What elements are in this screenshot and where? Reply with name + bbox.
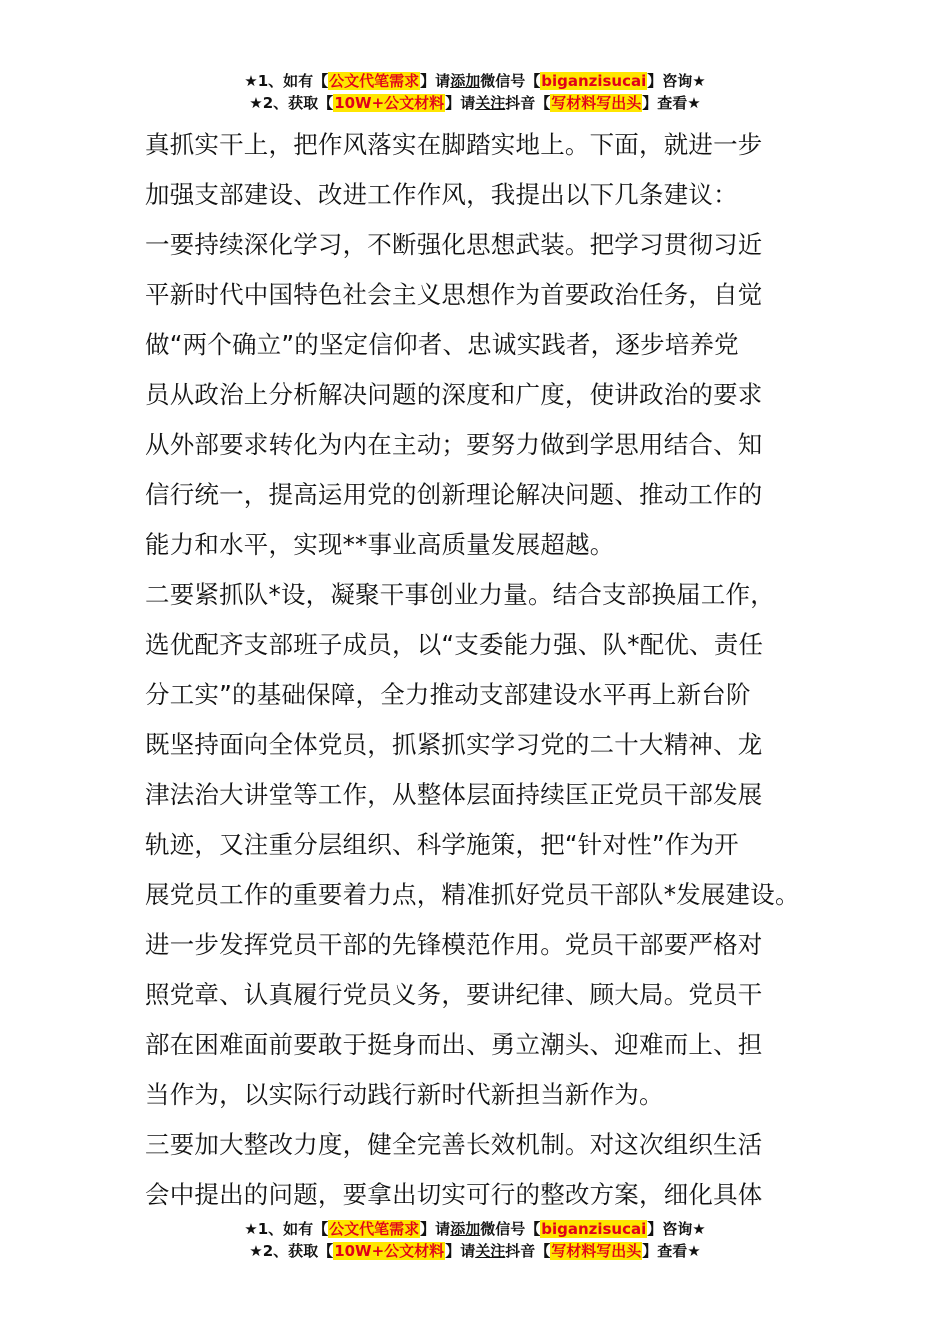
- footer-banner: [0, 1218, 950, 1262]
- banner-underlined-text: 关注: [475, 1242, 506, 1260]
- banner-text: ★2、获取【: [249, 1242, 334, 1260]
- banner-text: 微信号【: [480, 1220, 541, 1238]
- text-line: 信行统一，提高运用党的创新理论解决问题、推动工作的: [145, 480, 763, 509]
- banner-text: 】请: [420, 1220, 451, 1238]
- header-banner: [0, 70, 950, 114]
- text-line: 一要持续深化学习，不断强化思想武装。把学习贯彻习近: [145, 230, 763, 259]
- banner-line-2: [0, 92, 950, 114]
- banner-line-2: [0, 1240, 950, 1262]
- banner-text: 】请: [420, 72, 451, 90]
- banner-text: 】请: [445, 94, 476, 112]
- banner-text: 】咨询★: [647, 1220, 706, 1238]
- text-line: 部在困难面前要敢于挺身而出、勇立潮头、迎难而上、担: [145, 1030, 763, 1059]
- text-line: 会中提出的问题，要拿出切实可行的整改方案，细化具体: [145, 1180, 763, 1209]
- banner-underlined-text: 添加: [450, 72, 481, 90]
- banner-text: 】请: [445, 1242, 476, 1260]
- banner-text: ★1、如有【: [244, 72, 329, 90]
- banner-underlined-text: 添加: [450, 1220, 481, 1238]
- banner-highlight: 公文代笔需求: [329, 1220, 420, 1238]
- banner-highlight: biganzisucai: [541, 72, 647, 90]
- banner-underlined-text: 关注: [475, 94, 506, 112]
- text-line: 平新时代中国特色社会主义思想作为首要政治任务，自觉: [145, 280, 763, 309]
- banner-line-1: [0, 1218, 950, 1240]
- text-line: 既坚持面向全体党员，抓紧抓实学习党的二十大精神、龙: [145, 730, 763, 759]
- banner-line-1: [0, 70, 950, 92]
- banner-highlight: 写材料写出头: [551, 94, 642, 112]
- text-line: 进一步发挥党员干部的先锋模范作用。党员干部要严格对: [145, 930, 763, 959]
- banner-highlight: 10W+公文材料: [334, 1242, 445, 1260]
- banner-highlight: 公文代笔需求: [329, 72, 420, 90]
- banner-text: ★1、如有【: [244, 1220, 329, 1238]
- text-line: 三要加大整改力度，健全完善长效机制。对这次组织生活: [145, 1130, 763, 1159]
- text-line: 选优配齐支部班子成员，以“支委能力强、队*配优、责任: [145, 630, 764, 659]
- banner-highlight: biganzisucai: [541, 1220, 647, 1238]
- banner-text: 】查看★: [642, 1242, 701, 1260]
- banner-text: 抖音【: [505, 94, 551, 112]
- text-line: 当作为，以实际行动践行新时代新担当新作为。: [145, 1080, 664, 1109]
- text-line: 二要紧抓队*设，凝聚干事创业力量。结合支部换届工作，: [145, 580, 775, 609]
- text-line: 分工实”的基础保障，全力推动支部建设水平再上新台阶: [145, 680, 751, 709]
- text-line: 员从政治上分析解决问题的深度和广度，使讲政治的要求: [145, 380, 763, 409]
- text-line: 照党章、认真履行党员义务，要讲纪律、顾大局。党员干: [145, 980, 763, 1009]
- banner-highlight: 写材料写出头: [551, 1242, 642, 1260]
- banner-text: 】查看★: [642, 94, 701, 112]
- banner-text: 微信号【: [480, 72, 541, 90]
- banner-text: ★2、获取【: [249, 94, 334, 112]
- banner-text: 抖音【: [505, 1242, 551, 1260]
- text-line: 加强支部建设、改进工作作风，我提出以下几条建议：: [145, 180, 738, 209]
- text-line: 展党员工作的重要着力点，精准抓好党员干部队*发展建设。: [145, 880, 800, 909]
- banner-highlight: 10W+公文材料: [334, 94, 445, 112]
- banner-text: 】咨询★: [647, 72, 706, 90]
- text-line: 真抓实干上，把作风落实在脚踏实地上。下面，就进一步: [145, 130, 763, 159]
- document-body: [145, 120, 825, 1220]
- text-line: 做“两个确立”的坚定信仰者、忠诚实践者，逐步培养党: [145, 330, 739, 359]
- text-line: 能力和水平，实现**事业高质量发展超越。: [145, 530, 615, 559]
- text-line: 轨迹，又注重分层组织、科学施策，把“针对性”作为开: [145, 830, 739, 859]
- text-line: 津法治大讲堂等工作，从整体层面持续匡正党员干部发展: [145, 780, 763, 809]
- text-line: 从外部要求转化为内在主动；要努力做到学思用结合、知: [145, 430, 763, 459]
